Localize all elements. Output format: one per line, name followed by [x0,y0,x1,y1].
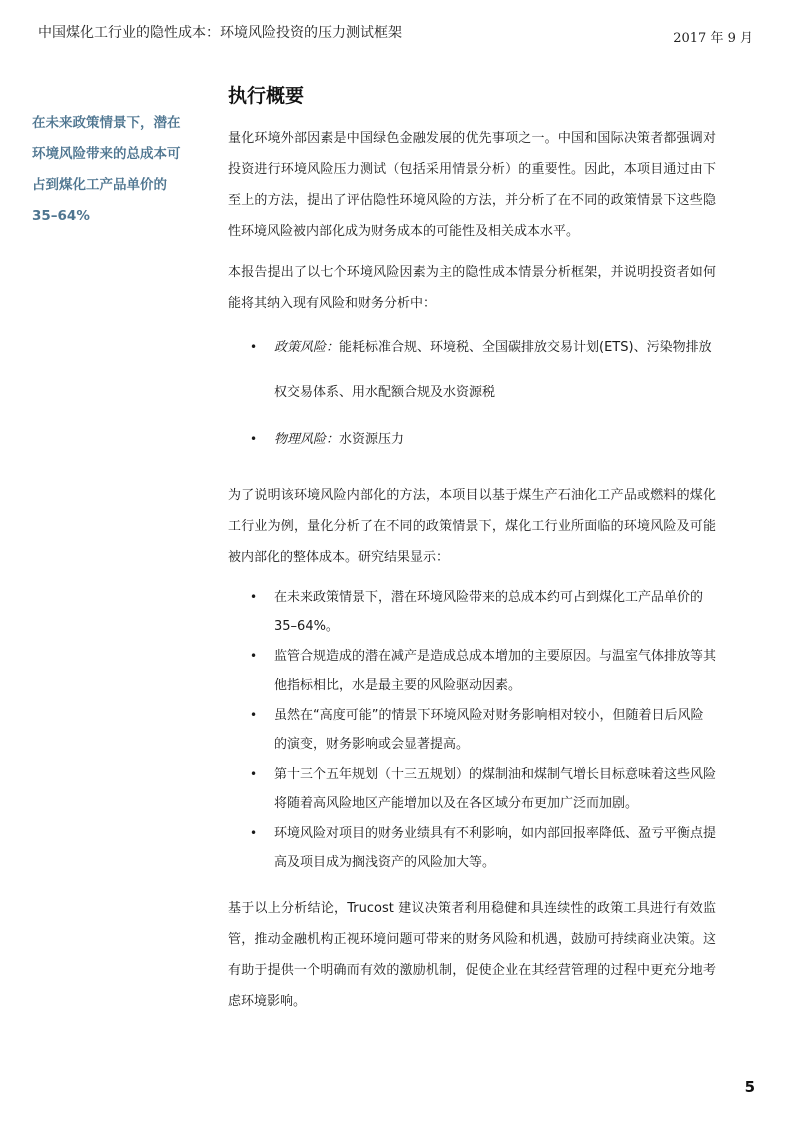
risk-name: 政策风险： [274,340,340,355]
bullet-icon: • [250,590,258,604]
running-header-title: 中国煤化工行业的隐性成本：环境风险投资的压力测试框架 [38,25,402,41]
findings-list [228,583,716,877]
bullet-icon: • [250,340,258,354]
list-item [228,325,716,415]
running-header-date: 2017 年 9 月 [673,31,753,46]
finding-text: 第十三个五年规划（十三五规划）的煤制油和煤制气增长目标意味着这些风险将随着高风险地区产能增加以及在各区域分布更加广泛而加剧。 [274,767,717,811]
bullet-icon: • [250,708,258,722]
list-item [228,417,716,462]
main-content [228,84,716,1027]
bullet-icon: • [250,826,258,840]
risk-factor-list [228,325,716,462]
risk-text: 能耗标准合规、环境税、全国碳排放交易计划(ETS)、污染物排放权交易体系、用水配额合规及水资源税 [274,340,712,400]
list-item [228,819,716,877]
risk-name: 物理风险： [274,432,340,447]
risk-text: 水资源压力 [339,432,405,447]
bullet-icon: • [250,649,258,663]
list-item [228,760,716,818]
list-item [228,583,716,641]
finding-text: 环境风险对项目的财务业绩具有不利影响，如内部回报率降低、盈亏平衡点提高及项目成为搁浅资产的风险加大等。 [274,826,717,870]
finding-text: 在未来政策情景下，潜在环境风险带来的总成本约可占到煤化工产品单价的 35–64%。 [274,590,704,634]
bullet-icon: • [250,432,258,446]
page-number: 5 [744,1078,755,1096]
paragraph-method: 为了说明该环境风险内部化的方法，本项目以基于煤生产石油化工产品或燃料的煤化工行业为例，量化分析了在不同的政策情景下，煤化工行业所面临的环境风险及可能被内部化的整体成本。研究结果显示： [228,488,716,565]
section-title: 执行概要 [228,85,305,107]
finding-text: 监管合规造成的潜在减产是造成总成本增加的主要原因。与温室气体排放等其他指标相比，水是最主要的风险驱动因素。 [274,649,717,693]
finding-text: 虽然在“高度可能”的情景下环境风险对财务影响相对较小，但随着日后风险的演变，财务影响或会显著提高。 [274,708,704,752]
bullet-icon: • [250,767,258,781]
paragraph-conclusion: 基于以上分析结论，Trucost 建议决策者利用稳健和具连续性的政策工具进行有效监管，推动金融机构正视环境问题可带来的财务风险和机遇，鼓励可持续商业决策。这有助于提供一个明确而有效的激励机制，促使企业在其经营管理的过程中更充分地考虑环境影响。 [228,901,716,1009]
paragraph-framework: 本报告提出了以七个环境风险因素为主的隐性成本情景分析框架，并说明投资者如何能将其纳入现有风险和财务分析中： [228,265,716,311]
list-item [228,701,716,759]
paragraph-intro: 量化环境外部因素是中国绿色金融发展的优先事项之一。中国和国际决策者都强调对投资进行环境风险压力测试（包括采用情景分析）的重要性。因此，本项目通过由下至上的方法，提出了评估隐性环境风险的方法，并分析了在不同的政策情景下这些隐性环境风险被内部化成为财务成本的可能性及相关成本水平。 [228,131,716,239]
list-item [228,642,716,700]
pull-quote: 在未来政策情景下，潜在环境风险带来的总成本可占到煤化工产品单价的 35–64% [32,115,181,224]
